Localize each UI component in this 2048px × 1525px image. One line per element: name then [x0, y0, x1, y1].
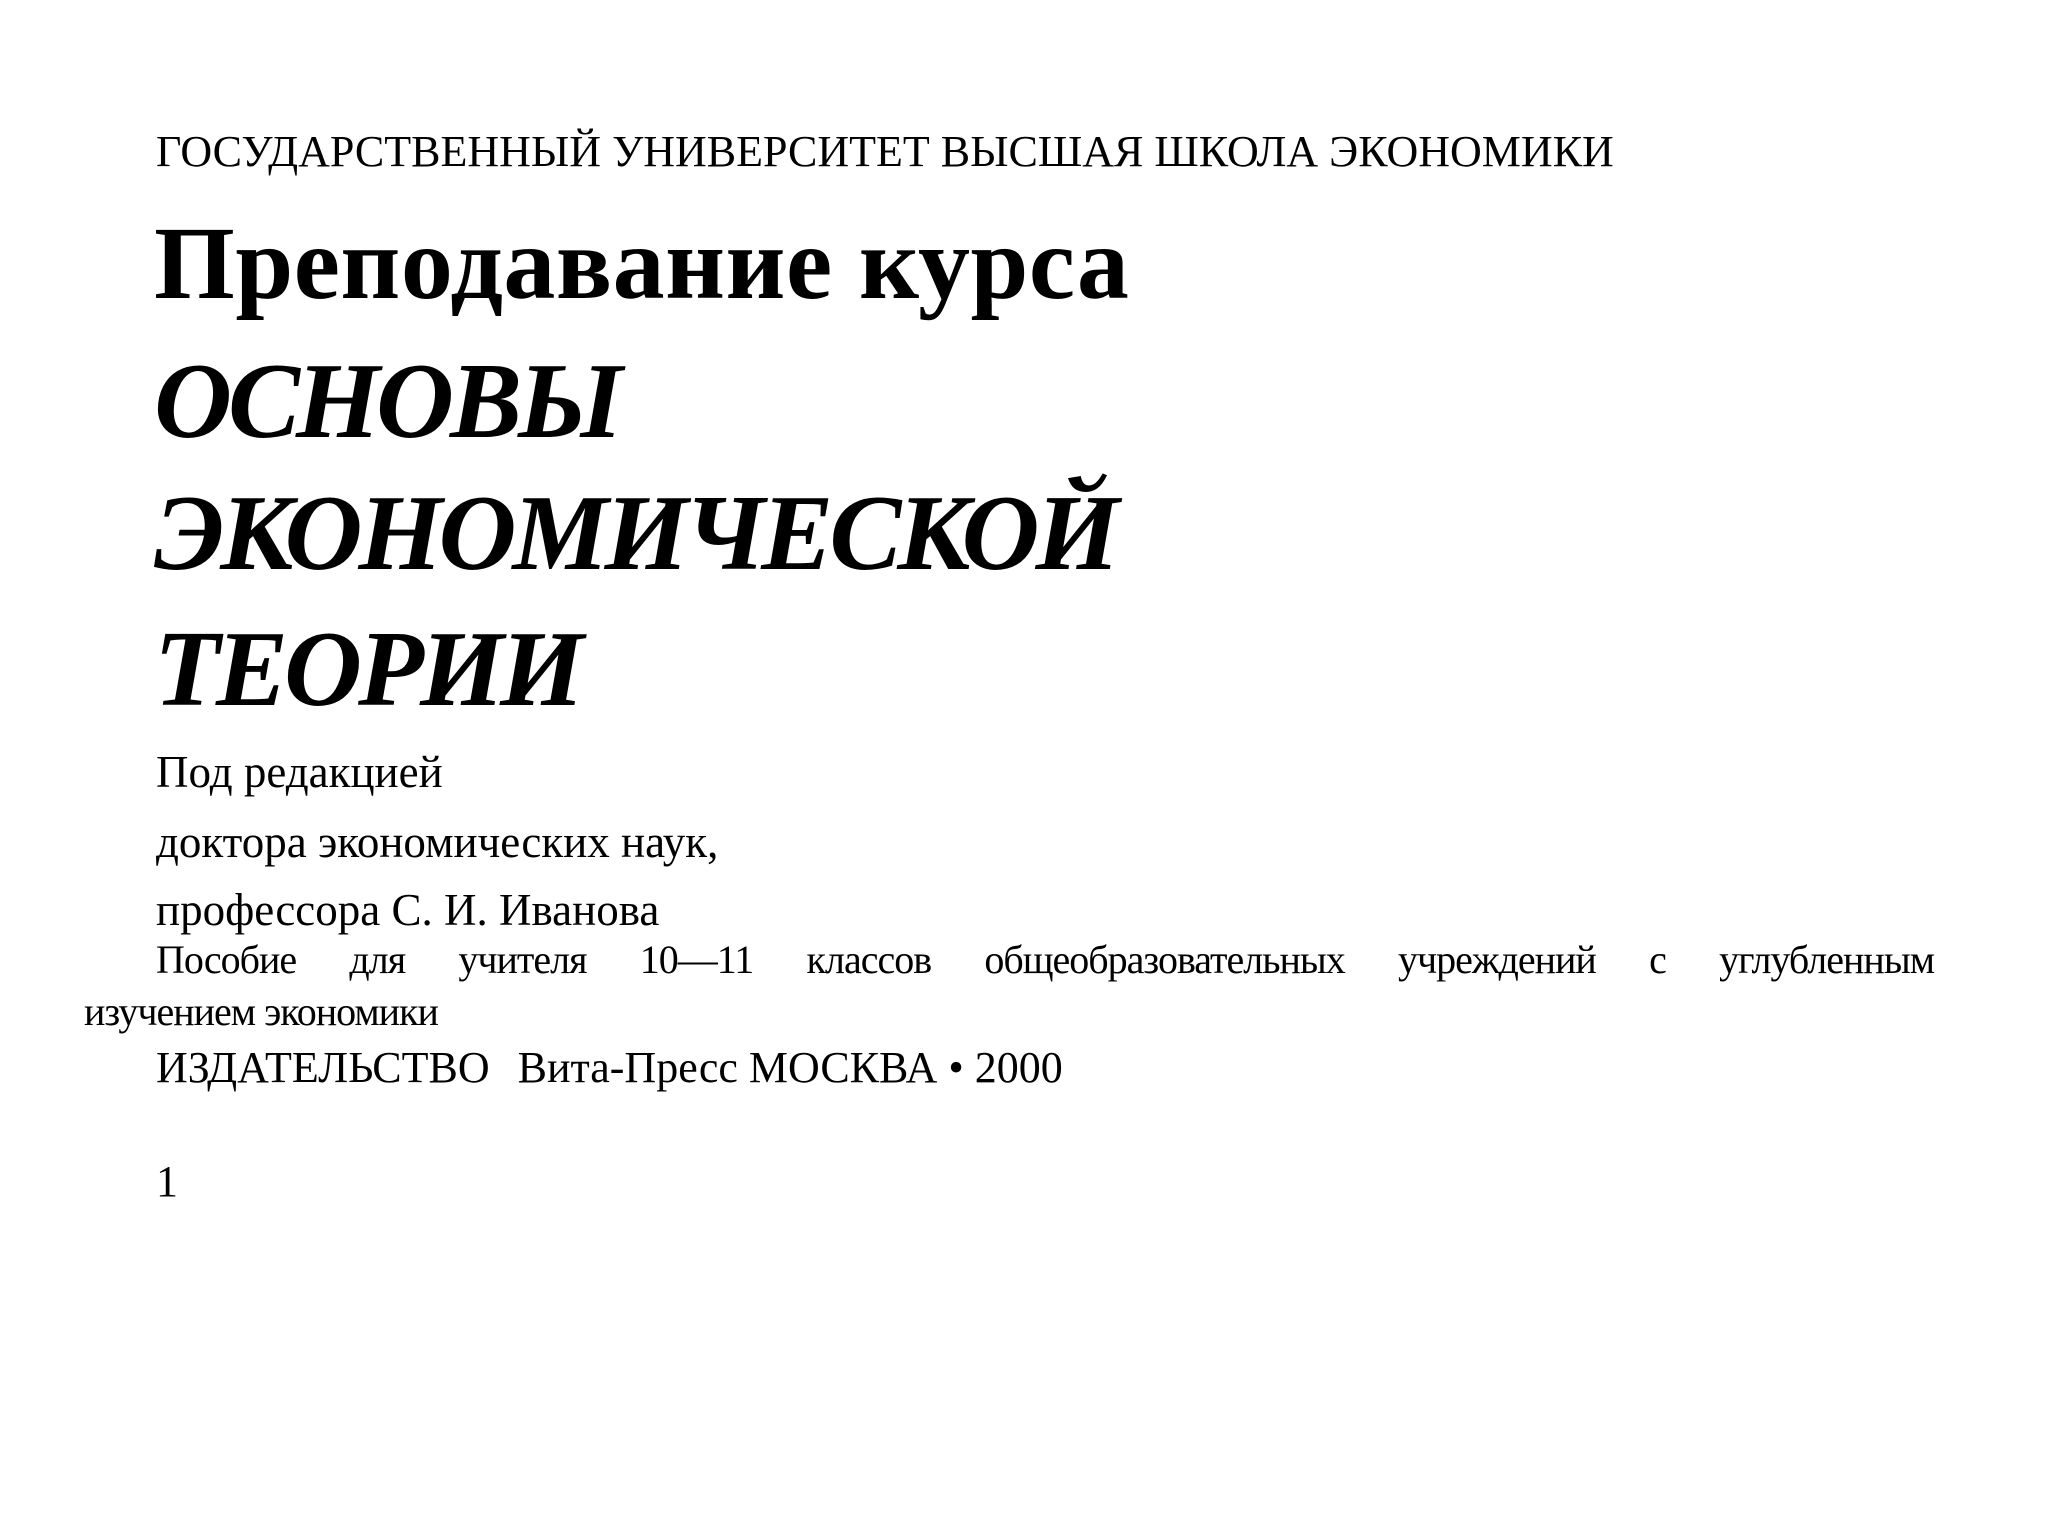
publisher-imprint: Вита-Пресс МОСКВА • 2000: [517, 1043, 1063, 1092]
editor-line-3: профессора С. И. Иванова: [156, 885, 660, 935]
title-line-4: ТЕОРИИ: [154, 610, 580, 729]
editor-line-2: доктора экономических наук,: [156, 817, 719, 867]
page-number: 1: [156, 1157, 178, 1206]
university-name: ГОСУДАРСТВЕННЫЙ УНИВЕРСИТЕТ ВЫСШАЯ ШКОЛА ЭКОНОМИКИ: [156, 127, 1614, 176]
publisher-line: [156, 1043, 1063, 1092]
publisher-label: ИЗДАТЕЛЬСТВО: [156, 1043, 490, 1092]
editor-line-1: Под редакцией: [156, 747, 443, 797]
title-line-2: ОСНОВЫ: [154, 342, 619, 461]
purpose-line-2: изучением экономики: [84, 989, 438, 1034]
purpose-line-1: Пособие для учителя 10—11 классов общеобразовательных учреждений с углубленным: [156, 937, 1934, 982]
title-line-1: Преподавание курса: [154, 206, 1130, 321]
title-line-3: ЭКОНОМИЧЕСКОЙ: [154, 474, 1116, 593]
